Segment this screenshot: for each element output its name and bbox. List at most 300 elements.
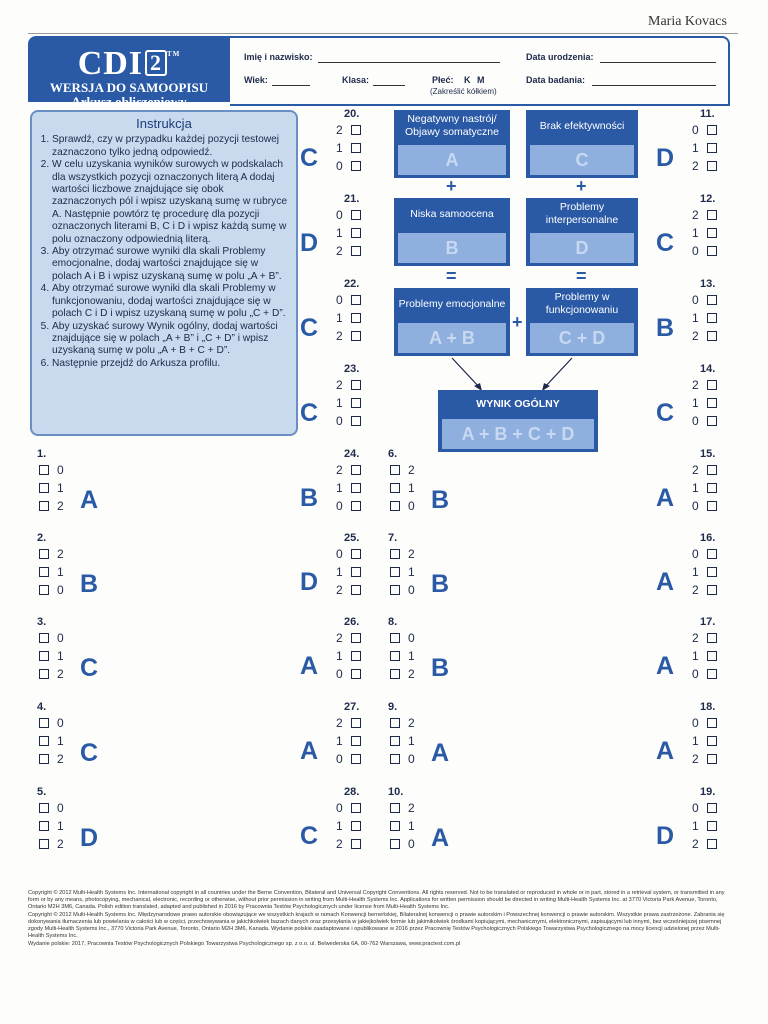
- scale-emotional-problems-box: [394, 288, 510, 356]
- option-value: 1: [408, 819, 415, 833]
- answer-checkbox[interactable]: [390, 567, 400, 577]
- item-option: [336, 546, 361, 562]
- answer-checkbox[interactable]: [351, 380, 361, 390]
- item-option: [692, 462, 717, 478]
- answer-checkbox[interactable]: [351, 416, 361, 426]
- item-option: [390, 818, 415, 834]
- answer-checkbox[interactable]: [39, 567, 49, 577]
- item-option: [39, 733, 64, 749]
- option-value: 0: [408, 752, 415, 766]
- answer-checkbox[interactable]: [39, 465, 49, 475]
- answer-checkbox[interactable]: [351, 585, 361, 595]
- item-number: 19.: [700, 786, 716, 798]
- item-number: 20.: [344, 108, 360, 120]
- item-option: [336, 243, 361, 259]
- item-option: [390, 800, 415, 816]
- item-option: [692, 480, 717, 496]
- answer-checkbox[interactable]: [390, 803, 400, 813]
- item-number: 28.: [344, 786, 360, 798]
- option-value: 0: [408, 837, 415, 851]
- birth-date-field[interactable]: [600, 62, 716, 63]
- option-value: 2: [692, 159, 699, 173]
- scale-letter: D: [300, 568, 319, 596]
- scale-b-field[interactable]: B: [398, 233, 506, 263]
- option-value: 2: [336, 329, 343, 343]
- item-number: 4.: [37, 701, 47, 713]
- cdi2-logo: [28, 36, 230, 109]
- answer-checkbox[interactable]: [707, 567, 717, 577]
- answer-checkbox[interactable]: [707, 331, 717, 341]
- answer-checkbox[interactable]: [707, 416, 717, 426]
- option-value: 1: [336, 565, 343, 579]
- exam-date-field[interactable]: [592, 85, 716, 86]
- item-number: 13.: [700, 278, 716, 290]
- age-label: Wiek:: [244, 75, 268, 85]
- answer-checkbox[interactable]: [39, 754, 49, 764]
- item-number: 14.: [700, 363, 716, 375]
- option-value: 0: [336, 293, 343, 307]
- answer-checkbox[interactable]: [390, 501, 400, 511]
- option-value: 0: [692, 244, 699, 258]
- option-value: 0: [336, 801, 343, 815]
- item-option: [692, 207, 717, 223]
- option-value: 2: [336, 583, 343, 597]
- handwritten-name: Maria Kovacs: [648, 14, 727, 29]
- item-option: [336, 648, 361, 664]
- option-value: 2: [336, 463, 343, 477]
- item-option: [336, 800, 361, 816]
- option-value: 0: [692, 123, 699, 137]
- answer-checkbox[interactable]: [39, 501, 49, 511]
- answer-checkbox[interactable]: [351, 754, 361, 764]
- answer-checkbox[interactable]: [39, 839, 49, 849]
- item-option: [336, 310, 361, 326]
- option-value: 0: [692, 499, 699, 513]
- answer-checkbox[interactable]: [707, 380, 717, 390]
- class-label: Klasa:: [342, 75, 370, 85]
- item-option: [692, 751, 717, 767]
- total-score-field[interactable]: A + B + C + D: [442, 419, 594, 449]
- option-value: 2: [692, 378, 699, 392]
- option-value: 2: [408, 716, 415, 730]
- item-option: [692, 158, 717, 174]
- item-number: 11.: [700, 108, 715, 120]
- item-option: [692, 498, 717, 514]
- item-option: [336, 715, 361, 731]
- option-value: 1: [692, 565, 699, 579]
- option-value: 0: [57, 583, 64, 597]
- item-option: [390, 564, 415, 580]
- answer-checkbox[interactable]: [351, 143, 361, 153]
- answer-checkbox[interactable]: [707, 718, 717, 728]
- scale-letter: C: [80, 654, 99, 682]
- item-option: [336, 480, 361, 496]
- item-option: [336, 498, 361, 514]
- scale-letter: A: [431, 739, 450, 767]
- item-option: [39, 564, 64, 580]
- answer-checkbox[interactable]: [351, 398, 361, 408]
- option-value: 0: [57, 463, 64, 477]
- answer-checkbox[interactable]: [351, 295, 361, 305]
- item-option: [39, 582, 64, 598]
- answer-checkbox[interactable]: [707, 465, 717, 475]
- item-option: [692, 328, 717, 344]
- answer-checkbox[interactable]: [351, 125, 361, 135]
- item-option: [390, 498, 415, 514]
- item-option: [390, 751, 415, 767]
- publisher-info: Wydanie polskie: 2017, Pracownia Testów Psychologicznych Polskiego Towarzystwa Psychologicznego sp. z o.o. ul. Belwederska 6A, 00-762 Warszawa, www.practest.com.pl: [28, 941, 461, 947]
- scale-negative-mood-box: [394, 110, 510, 178]
- scale-cd-field[interactable]: C + D: [530, 323, 634, 353]
- item-option: [692, 836, 717, 852]
- answer-checkbox[interactable]: [351, 736, 361, 746]
- option-value: 1: [692, 734, 699, 748]
- answer-checkbox[interactable]: [39, 821, 49, 831]
- option-value: 1: [692, 819, 699, 833]
- item-option: [692, 413, 717, 429]
- item-number: 7.: [388, 532, 398, 544]
- option-value: 2: [336, 631, 343, 645]
- answer-checkbox[interactable]: [707, 669, 717, 679]
- answer-checkbox[interactable]: [39, 585, 49, 595]
- option-value: 2: [336, 378, 343, 392]
- item-option: [336, 630, 361, 646]
- option-value: 0: [57, 716, 64, 730]
- item-number: 15.: [700, 448, 716, 460]
- answer-checkbox[interactable]: [707, 585, 717, 595]
- answer-checkbox[interactable]: [351, 331, 361, 341]
- item-number: 21.: [344, 193, 360, 205]
- option-value: 2: [336, 244, 343, 258]
- item-option: [336, 158, 361, 174]
- answer-checkbox[interactable]: [707, 313, 717, 323]
- answer-checkbox[interactable]: [390, 718, 400, 728]
- option-value: 0: [336, 752, 343, 766]
- option-value: 1: [408, 565, 415, 579]
- answer-checkbox[interactable]: [351, 465, 361, 475]
- answer-checkbox[interactable]: [39, 633, 49, 643]
- answer-checkbox[interactable]: [707, 228, 717, 238]
- equals-sign: =: [446, 266, 457, 286]
- option-value: 0: [57, 631, 64, 645]
- item-option: [39, 630, 64, 646]
- option-value: 0: [692, 547, 699, 561]
- item-option: [692, 564, 717, 580]
- item-option: [336, 818, 361, 834]
- item-option: [336, 564, 361, 580]
- item-number: 8.: [388, 616, 398, 628]
- sex-option-m[interactable]: M: [477, 75, 485, 85]
- item-option: [692, 666, 717, 682]
- answer-checkbox[interactable]: [39, 803, 49, 813]
- item-number: 3.: [37, 616, 47, 628]
- answer-checkbox[interactable]: [390, 754, 400, 764]
- item-option: [39, 818, 64, 834]
- answer-checkbox[interactable]: [351, 669, 361, 679]
- option-value: 2: [408, 463, 415, 477]
- answer-checkbox[interactable]: [351, 161, 361, 171]
- instructions-title: Instrukcja: [136, 116, 192, 131]
- option-value: 2: [692, 752, 699, 766]
- option-value: 1: [336, 481, 343, 495]
- option-value: 0: [692, 667, 699, 681]
- item-option: [692, 377, 717, 393]
- item-option: [336, 395, 361, 411]
- item-option: [39, 715, 64, 731]
- option-value: 1: [692, 311, 699, 325]
- answer-checkbox[interactable]: [351, 803, 361, 813]
- item-option: [692, 546, 717, 562]
- instruction-item: 3. Aby otrzymać surowe wyniki dla skali Problemy emocjonalne, dodaj wartości znajdujące się w polach A i B i wpisz uzyskaną sumę w polu „A + B”.: [52, 246, 290, 283]
- option-value: 0: [408, 631, 415, 645]
- top-divider: [28, 33, 738, 34]
- item-option: [692, 630, 717, 646]
- option-value: 2: [408, 801, 415, 815]
- scale-functional-problems-label: Problemy w funkcjonowaniu: [545, 291, 619, 316]
- sex-label: Płeć:: [432, 75, 454, 85]
- item-option: [692, 140, 717, 156]
- item-option: [336, 582, 361, 598]
- item-option: [336, 292, 361, 308]
- scale-letter: B: [431, 486, 450, 514]
- item-number: 17.: [700, 616, 716, 628]
- option-value: 2: [692, 837, 699, 851]
- option-value: 1: [336, 734, 343, 748]
- scale-letter: D: [656, 822, 675, 850]
- item-option: [390, 715, 415, 731]
- item-option: [692, 292, 717, 308]
- option-value: 1: [408, 649, 415, 663]
- demographics-fields: [230, 36, 730, 106]
- answer-checkbox[interactable]: [707, 803, 717, 813]
- answer-checkbox[interactable]: [351, 651, 361, 661]
- scale-negative-mood-label: Negatywny nastrój/ Objawy somatyczne: [405, 113, 499, 138]
- scale-interpersonal-box: [526, 198, 638, 266]
- answer-checkbox[interactable]: [707, 754, 717, 764]
- scale-letter: A: [300, 652, 319, 680]
- scale-ineffectiveness-label: Brak efektywności: [539, 119, 625, 132]
- item-number: 26.: [344, 616, 360, 628]
- item-option: [692, 582, 717, 598]
- answer-checkbox[interactable]: [351, 839, 361, 849]
- scale-ineffectiveness-box: [526, 110, 638, 178]
- item-option: [390, 480, 415, 496]
- answer-checkbox[interactable]: [39, 651, 49, 661]
- answer-checkbox[interactable]: [707, 839, 717, 849]
- option-value: 1: [57, 565, 64, 579]
- option-value: 1: [336, 396, 343, 410]
- item-number: 6.: [388, 448, 398, 460]
- item-option: [39, 836, 64, 852]
- answer-checkbox[interactable]: [707, 398, 717, 408]
- scale-a-field[interactable]: A: [398, 145, 506, 175]
- scale-letter: C: [300, 399, 319, 427]
- scale-letter: C: [656, 229, 675, 257]
- answer-checkbox[interactable]: [707, 651, 717, 661]
- option-value: 2: [57, 547, 64, 561]
- answer-checkbox[interactable]: [707, 633, 717, 643]
- answer-checkbox[interactable]: [390, 585, 400, 595]
- answer-checkbox[interactable]: [351, 549, 361, 559]
- item-number: 1.: [37, 448, 47, 460]
- answer-checkbox[interactable]: [390, 651, 400, 661]
- equals-sign: =: [576, 266, 587, 286]
- option-value: 1: [408, 734, 415, 748]
- scale-letter: A: [656, 568, 675, 596]
- answer-checkbox[interactable]: [351, 228, 361, 238]
- answer-checkbox[interactable]: [351, 313, 361, 323]
- scale-letter: D: [80, 824, 99, 852]
- option-value: 0: [336, 499, 343, 513]
- scale-letter: A: [656, 737, 675, 765]
- option-value: 2: [57, 499, 64, 513]
- name-field[interactable]: [318, 62, 500, 63]
- item-option: [692, 395, 717, 411]
- item-number: 27.: [344, 701, 360, 713]
- scale-c-field[interactable]: C: [530, 145, 634, 175]
- answer-checkbox[interactable]: [707, 821, 717, 831]
- option-value: 0: [692, 801, 699, 815]
- instruction-item: 1. Sprawdź, czy w przypadku każdej pozycji testowej zaznaczono tylko jedną odpowiedź.: [52, 134, 290, 159]
- item-option: [692, 733, 717, 749]
- scale-letter: B: [431, 654, 450, 682]
- logo-number: 2: [145, 50, 167, 76]
- option-value: 2: [692, 329, 699, 343]
- logo-text: CDI: [77, 45, 144, 82]
- answer-checkbox[interactable]: [351, 718, 361, 728]
- option-value: 0: [408, 499, 415, 513]
- answer-checkbox[interactable]: [390, 736, 400, 746]
- answer-checkbox[interactable]: [351, 210, 361, 220]
- answer-checkbox[interactable]: [390, 483, 400, 493]
- option-value: 0: [692, 414, 699, 428]
- scale-letter: C: [656, 399, 675, 427]
- scale-letter: A: [431, 824, 450, 852]
- answer-checkbox[interactable]: [39, 483, 49, 493]
- total-score-box: [438, 390, 598, 452]
- answer-checkbox[interactable]: [351, 821, 361, 831]
- answer-checkbox[interactable]: [707, 125, 717, 135]
- item-option: [336, 328, 361, 344]
- answer-checkbox[interactable]: [390, 839, 400, 849]
- scale-ab-field[interactable]: A + B: [398, 323, 506, 353]
- scale-functional-problems-box: [526, 288, 638, 356]
- option-value: 2: [336, 716, 343, 730]
- item-option: [692, 122, 717, 138]
- item-number: 12.: [700, 193, 716, 205]
- option-value: 0: [336, 208, 343, 222]
- answer-checkbox[interactable]: [351, 483, 361, 493]
- option-value: 1: [692, 649, 699, 663]
- answer-checkbox[interactable]: [39, 736, 49, 746]
- option-value: 2: [57, 837, 64, 851]
- option-value: 1: [57, 734, 64, 748]
- instructions-list: [32, 134, 296, 370]
- answer-checkbox[interactable]: [707, 143, 717, 153]
- option-value: 1: [692, 481, 699, 495]
- scale-letter: A: [80, 486, 99, 514]
- answer-checkbox[interactable]: [351, 633, 361, 643]
- answer-checkbox[interactable]: [390, 549, 400, 559]
- scale-letter: D: [300, 229, 319, 257]
- answer-checkbox[interactable]: [351, 567, 361, 577]
- option-value: 2: [336, 123, 343, 137]
- birth-date-label: Data urodzenia:: [526, 52, 594, 62]
- item-option: [390, 462, 415, 478]
- scale-letter: B: [300, 484, 319, 512]
- logo-subtitle-sheet: Arkusz obliczeniowy: [71, 94, 187, 109]
- scale-letter: B: [656, 314, 675, 342]
- answer-checkbox[interactable]: [707, 210, 717, 220]
- answer-checkbox[interactable]: [707, 501, 717, 511]
- instruction-item: 6. Następnie przejdź do Arkusza profilu.: [52, 358, 290, 370]
- item-option: [336, 377, 361, 393]
- option-value: 2: [408, 667, 415, 681]
- option-value: 1: [336, 649, 343, 663]
- scale-letter: C: [300, 144, 319, 172]
- plus-sign: +: [576, 176, 587, 196]
- answer-checkbox[interactable]: [390, 821, 400, 831]
- answer-checkbox[interactable]: [707, 736, 717, 746]
- option-value: 2: [408, 547, 415, 561]
- item-option: [39, 498, 64, 514]
- item-option: [336, 140, 361, 156]
- answer-checkbox[interactable]: [707, 483, 717, 493]
- class-field[interactable]: [373, 85, 405, 86]
- item-option: [39, 648, 64, 664]
- answer-checkbox[interactable]: [390, 669, 400, 679]
- sex-option-k[interactable]: K: [464, 75, 471, 85]
- answer-checkbox[interactable]: [707, 549, 717, 559]
- item-option: [336, 462, 361, 478]
- item-number: 9.: [388, 701, 398, 713]
- option-value: 1: [57, 481, 64, 495]
- item-option: [390, 630, 415, 646]
- answer-checkbox[interactable]: [39, 718, 49, 728]
- scale-letter: B: [80, 570, 99, 598]
- item-number: 23.: [344, 363, 360, 375]
- answer-checkbox[interactable]: [707, 295, 717, 305]
- item-number: 25.: [344, 532, 360, 544]
- item-option: [692, 715, 717, 731]
- answer-checkbox[interactable]: [39, 669, 49, 679]
- answer-checkbox[interactable]: [351, 246, 361, 256]
- scale-d-field[interactable]: D: [530, 233, 634, 263]
- answer-checkbox[interactable]: [39, 549, 49, 559]
- answer-checkbox[interactable]: [707, 161, 717, 171]
- instructions-panel: [30, 110, 298, 436]
- item-number: 2.: [37, 532, 47, 544]
- answer-checkbox[interactable]: [351, 501, 361, 511]
- name-label: Imię i nazwisko:: [244, 52, 313, 62]
- item-number: 16.: [700, 532, 716, 544]
- option-value: 0: [336, 547, 343, 561]
- option-value: 2: [692, 631, 699, 645]
- item-option: [390, 666, 415, 682]
- answer-checkbox[interactable]: [390, 633, 400, 643]
- item-option: [692, 310, 717, 326]
- scale-letter: C: [300, 314, 319, 342]
- answer-checkbox[interactable]: [390, 465, 400, 475]
- item-option: [390, 836, 415, 852]
- item-option: [336, 666, 361, 682]
- option-value: 1: [336, 311, 343, 325]
- copyright-pl: Copyright © 2012 Multi-Health Systems Inc. Międzynarodowe prawo autorskie obowiązujące we wszystkich krajach w ramach Konwencji berneńskiej, Bilateralnej konwencji o prawie autorskim i Powszechnej konwencji o prawie autorskim. Wszystkie prawa zastrzeżone. Zabrania się dokonywania tłumaczenia lub powielania w całości lub w części, przechowywania w jakichkolwiek bazach danych oraz przesyłania w jakiejkolwiek formie lub jakimikolwiek środkami kopiującymi, mechanicznymi, elektronicznymi, zapisującymi lub innymi, bez wcześniejszej pisemnej zgody Multi-Health Systems Inc., 3770 Victoria Park Avenue, Toronto, Ontario M2H 3M6, Kanada. Wydanie polskie zaadaptowane i opublikowane w 2016 przez Pracownię Testów Psychologicznych Polskiego Towarzystwa Psychologicznego na mocy licencji udzielonej przez Multi-Health Systems Inc.: [28, 912, 725, 939]
- answer-checkbox[interactable]: [707, 246, 717, 256]
- age-field[interactable]: [272, 85, 310, 86]
- option-value: 0: [57, 801, 64, 815]
- item-option: [692, 800, 717, 816]
